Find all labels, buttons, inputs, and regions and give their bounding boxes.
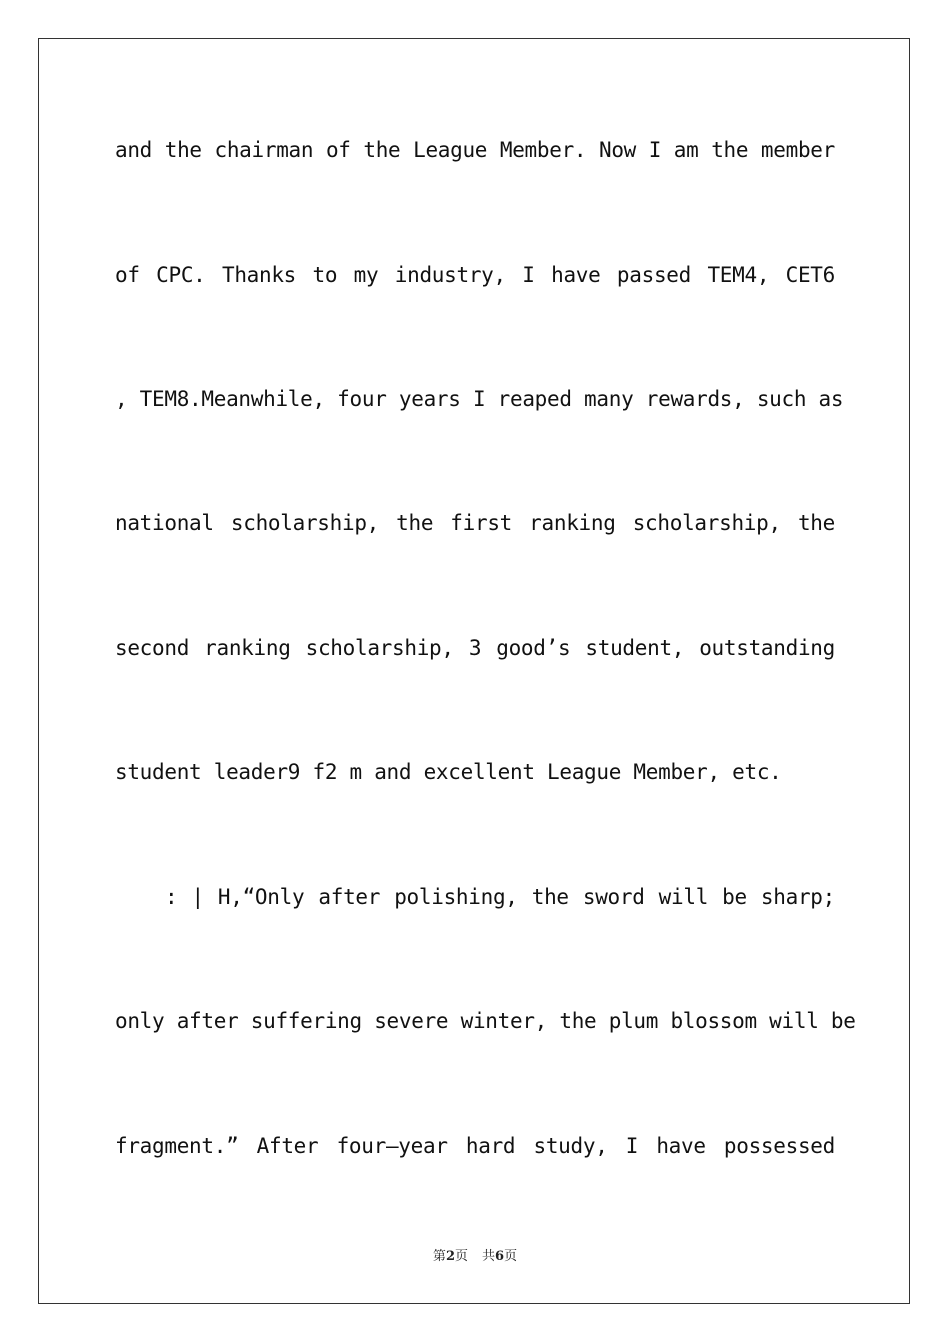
page-suffix: 页 — [454, 1249, 468, 1264]
text-line: fragment.” After four—year hard study, I have possessed — [115, 1134, 835, 1158]
page-border — [38, 38, 910, 1304]
text-line: and the chairman of the League Member. Now I am the member — [115, 138, 835, 162]
page-prefix: 第 — [432, 1249, 446, 1264]
text-line: of CPC. Thanks to my industry, I have passed TEM4, CET6 — [115, 263, 835, 287]
total-suffix: 页 — [504, 1249, 518, 1264]
text-line: , TEM8.Meanwhile, four years I reaped many rewards, such as — [115, 387, 844, 411]
text-line-paragraph-end: student leader9 f2 m and excellent League Member, etc. — [115, 760, 782, 784]
page-number: 2 — [445, 1249, 455, 1264]
total-pages: 6 — [495, 1249, 505, 1264]
text-line: second ranking scholarship, 3 good’s student, outstanding — [115, 636, 835, 660]
text-line: national scholarship, the first ranking scholarship, the — [115, 511, 835, 535]
total-prefix: 共 — [482, 1249, 496, 1264]
text-line-paragraph-start: : | H,“Only after polishing, the sword will be sharp; — [165, 885, 835, 909]
page-footer — [0, 1248, 950, 1266]
text-line: only after suffering severe winter, the plum blossom will be — [115, 1009, 856, 1033]
